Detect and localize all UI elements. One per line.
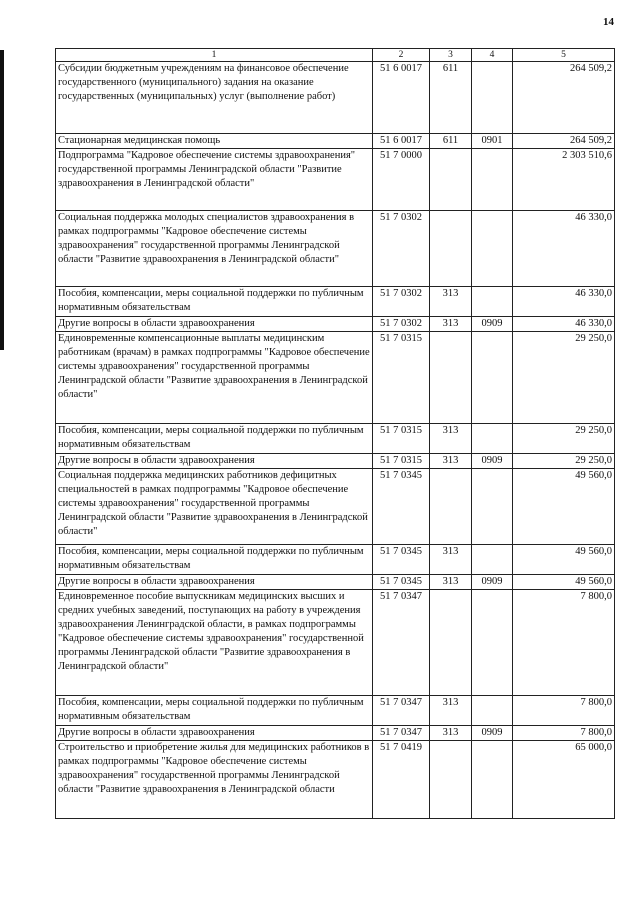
row-csr-code: 51 7 0347: [373, 726, 430, 741]
row-description: Социальная поддержка молодых специалистов здравоохранения в рамках подпрограммы "Кадровое обеспечение системы здравоохранения" государственной программы Ленинградской области "Развитие здравоохранения в Ленинградской области": [56, 211, 373, 287]
column-header-4: 4: [472, 49, 513, 62]
row-vr-code: [430, 469, 472, 545]
row-section-code: [472, 287, 513, 317]
scan-binding-edge: [0, 50, 4, 350]
row-amount: 264 509,2: [513, 62, 615, 134]
table-header-row: [56, 49, 615, 62]
row-description: Стационарная медицинская помощь: [56, 134, 373, 149]
row-amount: 46 330,0: [513, 287, 615, 317]
column-header-2: 2: [373, 49, 430, 62]
row-csr-code: 51 7 0315: [373, 424, 430, 454]
table-row: [56, 332, 615, 424]
table-row: [56, 62, 615, 134]
row-csr-code: 51 7 0347: [373, 696, 430, 726]
row-csr-code: 51 7 0345: [373, 545, 430, 575]
table-row: [56, 424, 615, 454]
row-csr-code: 51 7 0302: [373, 211, 430, 287]
row-description: Пособия, компенсации, меры социальной поддержки по публичным нормативным обязательствам: [56, 696, 373, 726]
row-section-code: [472, 469, 513, 545]
row-amount: 29 250,0: [513, 332, 615, 424]
row-csr-code: 51 7 0315: [373, 454, 430, 469]
table-row: [56, 317, 615, 332]
row-csr-code: 51 7 0000: [373, 149, 430, 211]
budget-table: [55, 48, 615, 819]
row-description: Другие вопросы в области здравоохранения: [56, 726, 373, 741]
row-amount: 7 800,0: [513, 590, 615, 696]
row-vr-code: 313: [430, 287, 472, 317]
row-amount: 65 000,0: [513, 741, 615, 819]
row-vr-code: [430, 590, 472, 696]
row-vr-code: 611: [430, 62, 472, 134]
table-row: [56, 454, 615, 469]
table-row: [56, 134, 615, 149]
row-section-code: [472, 424, 513, 454]
table-row: [56, 726, 615, 741]
row-section-code: [472, 741, 513, 819]
row-csr-code: 51 6 0017: [373, 62, 430, 134]
row-amount: 7 800,0: [513, 726, 615, 741]
row-amount: 29 250,0: [513, 424, 615, 454]
row-amount: 49 560,0: [513, 545, 615, 575]
row-amount: 46 330,0: [513, 211, 615, 287]
row-section-code: 0909: [472, 454, 513, 469]
page-number: 14: [603, 16, 614, 28]
row-description: Пособия, компенсации, меры социальной поддержки по публичным нормативным обязательствам: [56, 287, 373, 317]
row-vr-code: 611: [430, 134, 472, 149]
row-csr-code: 51 6 0017: [373, 134, 430, 149]
row-section-code: [472, 62, 513, 134]
row-description: Строительство и приобретение жилья для медицинских работников в рамках подпрограммы "Кадровое обеспечение системы здравоохранения" государственной программы Ленинградской области "Развитие здравоохранения в Ленинградской области: [56, 741, 373, 819]
row-description: Другие вопросы в области здравоохранения: [56, 575, 373, 590]
column-header-5: 5: [513, 49, 615, 62]
row-vr-code: [430, 741, 472, 819]
table-row: [56, 469, 615, 545]
row-section-code: [472, 590, 513, 696]
row-amount: 264 509,2: [513, 134, 615, 149]
row-csr-code: 51 7 0419: [373, 741, 430, 819]
row-vr-code: [430, 211, 472, 287]
row-amount: 49 560,0: [513, 469, 615, 545]
row-vr-code: [430, 149, 472, 211]
row-csr-code: 51 7 0347: [373, 590, 430, 696]
row-csr-code: 51 7 0302: [373, 287, 430, 317]
row-amount: 2 303 510,6: [513, 149, 615, 211]
row-vr-code: 313: [430, 575, 472, 590]
row-csr-code: 51 7 0345: [373, 469, 430, 545]
table-row: [56, 590, 615, 696]
column-header-1: 1: [56, 49, 373, 62]
column-header-3: 3: [430, 49, 472, 62]
row-vr-code: [430, 332, 472, 424]
row-section-code: 0909: [472, 575, 513, 590]
row-section-code: [472, 545, 513, 575]
row-amount: 46 330,0: [513, 317, 615, 332]
table-row: [56, 287, 615, 317]
row-section-code: [472, 696, 513, 726]
row-section-code: 0901: [472, 134, 513, 149]
row-section-code: 0909: [472, 726, 513, 741]
table-row: [56, 741, 615, 819]
table-row: [56, 575, 615, 590]
row-vr-code: 313: [430, 696, 472, 726]
table-row: [56, 149, 615, 211]
row-section-code: [472, 211, 513, 287]
row-description: Единовременные компенсационные выплаты медицинским работникам (врачам) в рамках подпрограммы "Кадровое обеспечение системы здравоохранения" государственной программы Ленинградской области "Развитие здравоохранения в Ленинградской области": [56, 332, 373, 424]
row-vr-code: 313: [430, 317, 472, 332]
row-description: Другие вопросы в области здравоохранения: [56, 317, 373, 332]
row-description: Социальная поддержка медицинских работников дефицитных специальностей в рамках подпрограммы "Кадровое обеспечение системы здравоохранения" государственной программы Ленинградской области "Развитие здравоохранения в Ленинградской области": [56, 469, 373, 545]
row-section-code: 0909: [472, 317, 513, 332]
row-vr-code: 313: [430, 726, 472, 741]
table-row: [56, 545, 615, 575]
row-description: Другие вопросы в области здравоохранения: [56, 454, 373, 469]
row-description: Пособия, компенсации, меры социальной поддержки по публичным нормативным обязательствам: [56, 545, 373, 575]
row-vr-code: 313: [430, 454, 472, 469]
row-amount: 29 250,0: [513, 454, 615, 469]
row-amount: 7 800,0: [513, 696, 615, 726]
row-csr-code: 51 7 0315: [373, 332, 430, 424]
table-row: [56, 696, 615, 726]
row-section-code: [472, 149, 513, 211]
row-section-code: [472, 332, 513, 424]
row-vr-code: 313: [430, 545, 472, 575]
row-description: Субсидии бюджетным учреждениям на финансовое обеспечение государственного (муниципального) задания на оказание государственных (муниципальных) услуг (выполнение работ): [56, 62, 373, 134]
row-description: Единовременное пособие выпускникам медицинских высших и средних учебных заведений, поступающих на работу в учреждения здравоохранения Ленинградской области, в рамках подпрограммы "Кадровое обеспечение системы здравоохранения" государственной программы Ленинградской области "Развитие здравоохранения в Ленинградской области": [56, 590, 373, 696]
row-description: Пособия, компенсации, меры социальной поддержки по публичным нормативным обязательствам: [56, 424, 373, 454]
row-csr-code: 51 7 0302: [373, 317, 430, 332]
row-csr-code: 51 7 0345: [373, 575, 430, 590]
row-vr-code: 313: [430, 424, 472, 454]
row-description: Подпрограмма "Кадровое обеспечение системы здравоохранения" государственной программы Ленинградской области "Развитие здравоохранения в Ленинградской области": [56, 149, 373, 211]
table-row: [56, 211, 615, 287]
row-amount: 49 560,0: [513, 575, 615, 590]
